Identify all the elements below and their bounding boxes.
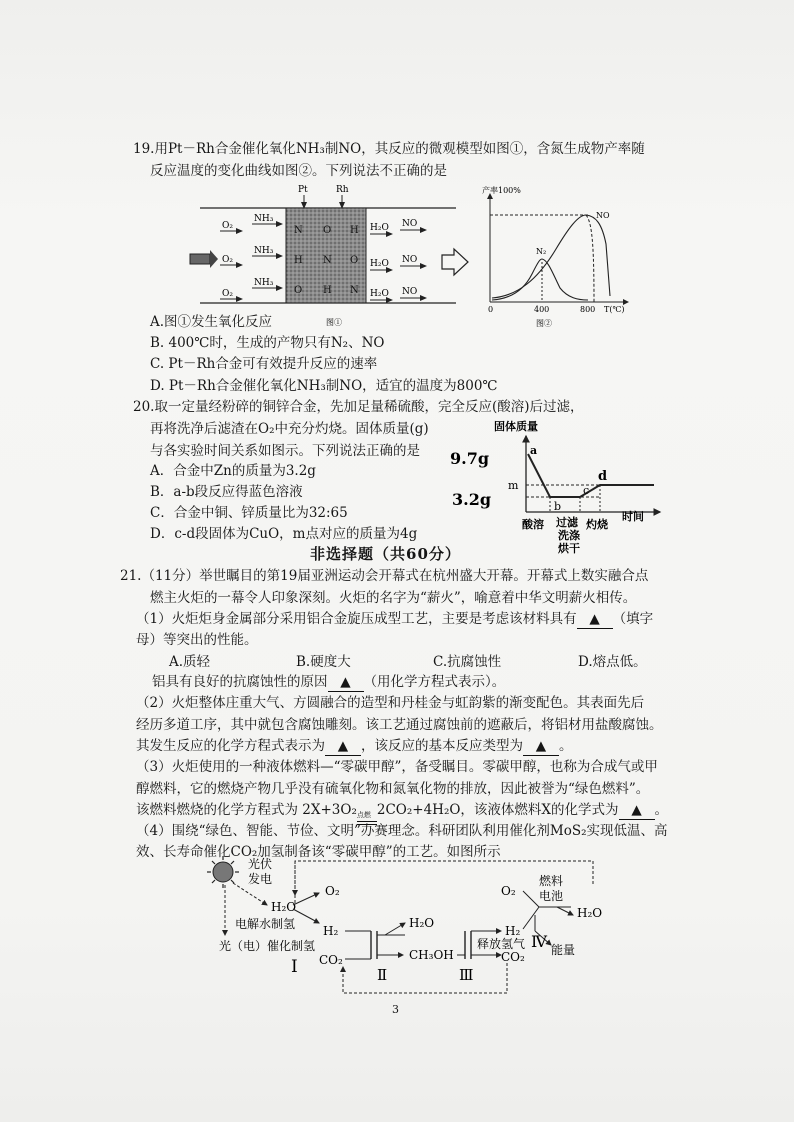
q20-y-3-2g: 3.2g: [452, 490, 492, 509]
q21-part4-line2: 效、长寿命催化CO₂加氢制备该“零碳甲醇”的工艺。如图所示: [136, 844, 501, 860]
stage-2-label: Ⅱ: [377, 966, 388, 984]
answer-blank[interactable]: ▲: [328, 673, 364, 692]
q20-y-9-7g: 9.7g: [450, 449, 490, 468]
q21-part1-line1: （1）火炬炬身金属部分采用铝合金旋压成型工艺，主要是考虑该材料具有 ▲ （填字: [136, 611, 654, 627]
stage-3-label: Ⅲ: [459, 966, 474, 984]
fig2-x0: 0: [488, 305, 494, 314]
pv-label-1: 光伏: [248, 857, 273, 871]
q19-stem-line1: 19.用Pt－Rh合金催化氧化NH₃制NO，其反应的微观模型如图①，含氮生成物产率随: [133, 141, 645, 157]
energy-label: 能量: [551, 943, 576, 957]
fuel-cell-label-2: 电池: [539, 889, 564, 903]
q19-option-c: C. Pt－Rh合金可有效提升反应的速率: [150, 356, 378, 372]
q20-point-c: c: [583, 484, 590, 497]
q21-intro-line1: 21.（11分）举世瞩目的第19届亚洲运动会开幕式在杭州盛大开幕。开幕式上数实融合点: [120, 568, 649, 584]
q20-stage-acid: 酸溶: [522, 518, 544, 531]
h2o-out-1: H₂O: [370, 223, 389, 233]
q21-part1-line2: 母）等突出的性能。: [136, 632, 258, 648]
h2-released-label: H₂: [505, 924, 521, 938]
grid-r2c3: O: [350, 255, 359, 266]
answer-blank[interactable]: ▲: [577, 610, 613, 629]
no-out-3: NO: [402, 287, 418, 297]
pv-label-2: 发电: [248, 872, 273, 886]
q21-part3-line3: 该燃料燃烧的化学方程式为 2X+3O₂ 点燃 2CO₂+4H₂O，该液体燃料X的化学式为 ▲ 。: [136, 801, 668, 820]
h2o-out-3: H₂O: [370, 289, 389, 299]
figure1-caption: 图①: [326, 318, 342, 327]
h2-label: H₂: [323, 924, 339, 938]
grid-r3c1: O: [294, 285, 303, 296]
q21-option-c: C.抗腐蚀性: [433, 654, 502, 670]
q19-stem-line2: 反应温度的变化曲线如图②。下列说法不正确的是: [150, 163, 447, 179]
q19-option-b: B. 400℃时，生成的产物只有N₂、NO: [150, 335, 385, 351]
q21-part4-line1: （4）围绕“绿色、智能、节俭、文明”办赛理念。科研团队利用催化剂MoS₂实现低温、高: [136, 823, 668, 839]
co2-input-label: CO₂: [319, 953, 343, 967]
grid-r1c1: N: [294, 225, 303, 236]
q20-stage-filter: 过滤: [556, 516, 578, 529]
page-number: 3: [392, 1003, 399, 1016]
q21-part2-line1: （2）火炬整体庄重大气、方圆融合的造型和丹桂金与虹韵紫的渐变配色。其表面先后: [136, 695, 645, 711]
q20-option-c: C．合金中铜、锌质量比为32:65: [150, 505, 348, 521]
nh3-label-1: NH₃: [254, 214, 274, 224]
fig2-x800: 800: [580, 305, 596, 314]
nh3-label-3: NH₃: [254, 278, 274, 288]
q21-intro-line2: 燃主火炬的一幕令人印象深刻。火炬的名字为“薪火”，喻意着中华文明薪火相传。: [150, 590, 637, 606]
q20-option-d: D．c-d段固体为CuO，m点对应的质量为4g: [150, 526, 418, 542]
h2o-byproduct-label: H₂O: [409, 916, 435, 930]
q19-option-d: D. Pt－Rh合金催化氧化NH₃制NO，适宜的温度为800℃: [150, 378, 498, 394]
q20-stem-line2: 再将洗净后滤渣在O₂中充分灼烧。固体质量(g): [150, 421, 429, 437]
fuel-cell-label-1: 燃料: [539, 874, 564, 888]
q20-point-b: b: [554, 500, 562, 513]
q21-part3-line1: （3）火炬使用的一种液体燃料—“零碳甲醇”，备受瞩目。零碳甲醇，也称为合成气或甲: [136, 759, 658, 775]
answer-blank[interactable]: ▲: [523, 737, 559, 756]
fig2-xlabel: T(℃): [604, 305, 625, 314]
o2-feed-label: O₂: [501, 884, 516, 898]
q20-stage-burn: 灼烧: [586, 518, 608, 531]
q20-y-m: m: [508, 479, 519, 492]
h2o-out-2: H₂O: [370, 259, 389, 269]
photocatalysis-label: 光（电）催化制氢: [219, 939, 316, 953]
q20-ylabel: 固体质量: [494, 420, 538, 433]
grid-r3c2: H: [323, 285, 332, 296]
pt-label: Pt: [298, 185, 308, 195]
no-out-2: NO: [402, 255, 418, 265]
grid-r2c1: H: [294, 255, 303, 266]
ignition-condition: 点燃: [356, 811, 371, 819]
grid-r1c2: O: [323, 225, 332, 236]
fig2-n2-label: N₂: [536, 247, 547, 256]
o2-label-2: O₂: [222, 255, 233, 265]
q21-option-d: D.熔点低。: [578, 654, 647, 670]
section-title: 非选择题（共60分）: [310, 545, 461, 563]
q20-stage-dry: 烘干: [558, 542, 580, 555]
q21-methanol-process-diagram: [195, 855, 625, 1000]
nh3-label-2: NH₃: [254, 246, 274, 256]
q21-part1-line3: 铝具有良好的抗腐蚀性的原因 ▲ （用化学方程式表示）。: [152, 674, 506, 690]
answer-blank[interactable]: ▲: [619, 801, 655, 820]
stage-1-label: Ⅰ: [291, 957, 298, 977]
q19-option-a: A.图①发生氧化反应: [150, 314, 273, 330]
q20-xlabel: 时间: [622, 510, 644, 523]
q20-mass-time-chart: [450, 418, 670, 558]
q20-stem-line3: 与各实验时间关系如图示。下列说法正确的是: [150, 443, 420, 459]
o2-product-label: O₂: [325, 884, 340, 898]
release-h2-label: 释放氢气: [477, 937, 526, 951]
h2o-fuelcell-label: H₂O: [577, 906, 603, 920]
q19-figure1-reaction-model: [186, 182, 476, 330]
q20-point-a: a: [530, 444, 538, 457]
answer-blank[interactable]: ▲: [325, 737, 361, 756]
q20-stage-wash: 洗涤: [558, 529, 580, 542]
fig2-no-label: NO: [596, 211, 610, 220]
q20-point-d: d: [598, 469, 608, 484]
q20-stem-line1: 20.取一定量经粉碎的铜锌合金，先加足量稀硫酸，完全反应(酸溶)后过滤，: [133, 399, 584, 415]
q21-part2-line3: 其发生反应的化学方程式表示为 ▲ ，该反应的基本反应类型为 ▲ 。: [136, 738, 573, 754]
q21-option-b: B.硬度大: [296, 654, 351, 670]
q21-option-a: A.质轻: [169, 654, 211, 670]
no-out-1: NO: [402, 219, 418, 229]
q20-option-b: B．a-b段反应得蓝色溶液: [150, 484, 303, 500]
q21-part2-line2: 经历多道工序，其中就包含腐蚀雕刻。该工艺通过腐蚀前的遮蔽后，将铝材用盐酸腐蚀。: [136, 717, 663, 733]
h2o-label: H₂O: [271, 900, 297, 914]
rh-label: Rh: [336, 185, 349, 195]
fig2-ylabel: 产率100%: [482, 186, 521, 195]
co2-output-label: CO₂: [501, 950, 525, 964]
ch3oh-label: CH₃OH: [409, 948, 454, 962]
electrolysis-label: 电解水制氢: [235, 917, 296, 931]
grid-r1c3: H: [350, 225, 359, 236]
q20-option-a: A．合金中Zn的质量为3.2g: [150, 463, 316, 479]
figure2-caption: 图②: [536, 319, 552, 328]
fig2-x400: 400: [534, 305, 550, 314]
q21-part3-line2: 醇燃料，它的燃烧产物几乎没有硫氧化物和氮氧化物的排放，因此被誉为“绿色燃料”。: [136, 781, 650, 797]
o2-label-1: O₂: [222, 221, 233, 231]
grid-r2c2: N: [323, 255, 332, 266]
stage-4-label: Ⅳ: [531, 932, 547, 951]
o2-label-3: O₂: [222, 289, 233, 299]
q19-figure2-yield-chart: [478, 184, 638, 330]
grid-r3c3: N: [350, 285, 359, 296]
